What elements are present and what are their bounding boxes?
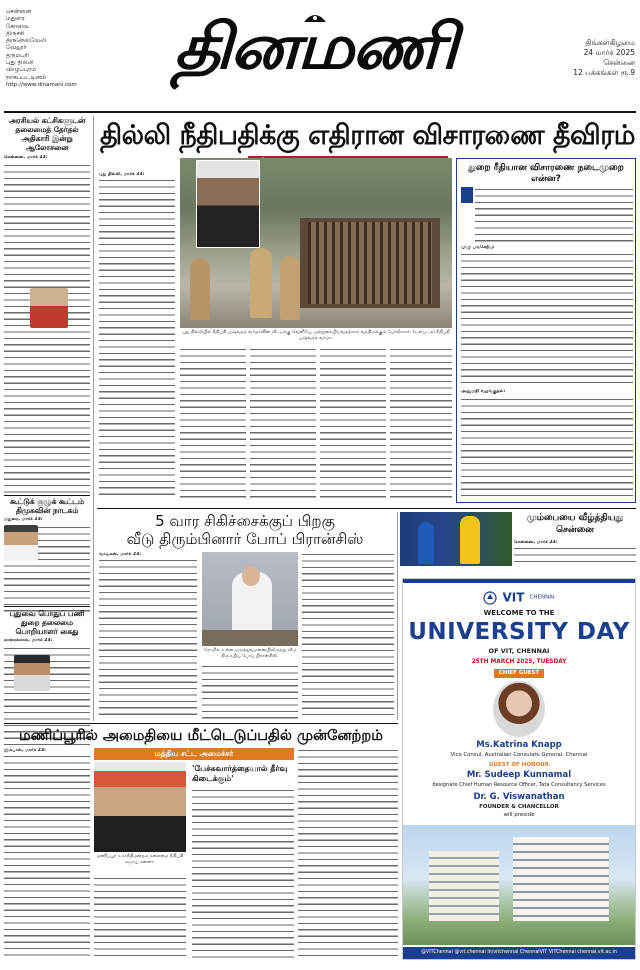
logo-text: தினமணி <box>174 10 456 83</box>
left-column-rule <box>93 116 94 721</box>
left-story-1-headline: அரசியல் கட்சிகளுடன் தலைமைத் தேர்தல் அதிகாரி இன்று ஆலோசனை <box>8 116 86 152</box>
date-block <box>555 38 635 78</box>
registration-marks-right <box>330 962 370 970</box>
gate-bars <box>308 222 432 304</box>
lead-body-col-4 <box>320 347 386 502</box>
city-3: கோவை <box>6 22 29 30</box>
police-figure-3 <box>190 258 210 320</box>
issue-date: 24 மார்ச் 2025 <box>583 48 635 57</box>
left-story-3 <box>4 609 90 746</box>
website-url[interactable]: http://www.dinamani.com <box>6 81 77 88</box>
left-story-1-body <box>4 163 90 493</box>
cricket-headline: மும்பையை வீழ்த்தியது சென்னை <box>526 513 624 535</box>
manipur-body-col-1 <box>4 748 90 958</box>
manipur-dateline: இம்பால், மார்ச் 23: <box>4 748 47 753</box>
official-portrait <box>30 288 68 328</box>
manipur-top-rule <box>4 723 398 724</box>
chief-guest-name: Ms.Katrina Knapp <box>476 740 562 750</box>
law-minister-box <box>94 748 294 960</box>
pope-headline-1: 5 வார சிகிச்சைக்குப் பிறகு <box>155 512 335 530</box>
city-10: நாகப்பட்டினம் <box>6 73 46 81</box>
minister-body-below <box>94 876 186 960</box>
pope-photo <box>202 552 298 646</box>
city-7: தருமபுரி <box>6 51 30 59</box>
ad-org: OF VIT, CHENNAI <box>488 647 550 655</box>
analysis-subhead-1: முழு பங்கேற்பு: <box>461 245 495 250</box>
balcony-rail <box>202 630 298 646</box>
ad-welcome: WELCOME TO THE <box>483 609 555 617</box>
left-story-1 <box>4 116 90 493</box>
founder-name: Dr. G. Viswanathan <box>473 792 565 802</box>
pope-photo-caption: ரோமில் உள்ள மருத்துவமனையிலிருந்து வீடு திரும்பிய போப் பிரான்சிஸ். <box>203 648 297 659</box>
honour-label: GUEST OF HONOUR <box>489 762 549 768</box>
vit-brand-sub: CHENNAI <box>529 594 555 601</box>
campus-photo <box>403 825 635 945</box>
pope-body-col-3 <box>302 552 394 720</box>
left-story-2-dateline: மதுரை, மார்ச் 23: <box>4 517 43 522</box>
lead-photo <box>180 158 452 328</box>
vit-brand: VIT <box>502 590 525 605</box>
honour-name: Mr. Sudeep Kunnamal <box>466 770 572 780</box>
ad-footer[interactable]: @VITChennai @vit.chennai in/vitchennai ChennaiVIT VITChennai chennai.vit.ac.in <box>403 947 635 959</box>
analysis-body-top <box>475 187 633 242</box>
ad-title: UNIVERSITY DAY <box>408 619 630 645</box>
pope-body-col-1 <box>99 552 197 720</box>
chief-guest-photo <box>493 681 545 737</box>
lead-dateline: புது தில்லி, மார்ச் 23: <box>99 172 145 177</box>
batsman-figure <box>460 516 480 564</box>
analysis-box <box>456 158 636 503</box>
city-1: சென்னை <box>6 8 32 15</box>
city-6: வேலூர் <box>6 44 27 52</box>
lead-body-lines-1 <box>99 178 175 498</box>
bowler-figure <box>418 522 434 564</box>
left-story-3-dateline: காரைக்கால், மார்ச் 23: <box>4 638 53 643</box>
lead-photo-caption: புது தில்லியில் நீதிபதி யஷ்வந்த் வர்மாவின் வீட்டுக்கு வெளியே முற்றுகையிடுவதற்காக வந்திருக்கும் போலீஸார். (உள்படம்) நீதிபதி யஷ்வந்த் வர்மா. <box>182 330 450 341</box>
city-2: மதுரை <box>6 15 25 23</box>
analysis-dropcap <box>461 187 473 203</box>
manipur-body-col-2 <box>298 748 398 958</box>
engineer-portrait <box>14 655 50 691</box>
left-story-2 <box>4 497 90 613</box>
analysis-body-mid <box>461 252 633 387</box>
city-5: திருநெல்வேலி <box>6 37 47 45</box>
vit-logo <box>403 587 635 606</box>
city-8: புது தில்லி <box>6 59 34 67</box>
minister-photo <box>94 762 186 852</box>
left-story-3-headline: புதுவை பொதுப் பணி துறை தலைமை பொறியாளர் கைது <box>9 609 85 636</box>
pages-price: 12 பக்கங்கள் ரூ.9 <box>573 68 635 77</box>
campus-building-2 <box>513 837 609 921</box>
honour-role: designate Chief Human Resource Officer, Tata Consultancy Services <box>432 782 606 788</box>
cricket-body <box>514 540 636 566</box>
issue-day: திங்கள்கிழமை <box>585 38 635 47</box>
masthead-rule <box>4 111 636 113</box>
cricket-body-lines <box>514 546 636 566</box>
police-figure-2 <box>280 256 300 320</box>
judge-inset-photo <box>196 160 260 248</box>
lead-headline: தில்லி நீதிபதிக்கு எதிரான விசாரணை தீவிரம் <box>100 120 635 151</box>
left-divider-1 <box>4 495 90 496</box>
manipur-headline: மணிப்பூரில் அமைதியை மீட்டெடுப்பதில் முன்னேற்றம் <box>19 728 383 744</box>
pope-body-col-2 <box>202 664 298 720</box>
vit-seal-icon <box>483 591 497 605</box>
pope-column-rule <box>397 512 398 720</box>
pope-face <box>242 566 260 586</box>
masthead-cities <box>6 8 76 89</box>
lead-bottom-rule <box>97 508 636 509</box>
left-divider-2 <box>4 606 90 607</box>
minister-quote-body <box>192 788 294 960</box>
pope-body-lines-1 <box>99 558 197 718</box>
chief-guest-label: CHIEF GUEST <box>494 669 544 678</box>
police-figure-1 <box>250 248 272 318</box>
ad-top-bar <box>403 579 635 583</box>
city-9: விழுப்புரம் <box>6 66 37 74</box>
politician-portrait <box>4 525 38 561</box>
cricket-photo <box>400 512 512 566</box>
law-minister-label: மத்திய சட்ட அமைச்சர் <box>94 748 294 760</box>
vit-advertisement[interactable] <box>402 578 636 960</box>
minister-quote: 'பேச்சுவார்த்தையால் தீர்வு கிடைக்கும்' <box>192 764 288 783</box>
lead-body-col-3 <box>250 347 316 502</box>
lead-body-col-2 <box>180 347 246 502</box>
founder-role: FOUNDER & CHANCELLOR <box>479 804 559 810</box>
preside-text: will preside <box>503 812 535 818</box>
registration-marks-left <box>90 962 130 970</box>
cricket-dateline: சென்னை, மார்ச் 23: <box>514 540 558 545</box>
pope-dateline: வாடிகன், மார்ச் 23: <box>99 552 142 557</box>
pope-headline-2: வீடு திரும்பினார் போப் பிரான்சிஸ் <box>126 530 364 548</box>
campus-building-1 <box>429 851 499 921</box>
lead-body-col-1 <box>99 172 175 502</box>
city-4: திருச்சி <box>6 29 25 37</box>
analysis-body-bottom <box>461 397 633 499</box>
left-story-1-dateline: சென்னை, மார்ச் 23: <box>4 155 48 160</box>
masthead-logo <box>130 12 500 92</box>
chief-guest-role: Vice Consul, Australian Consulate General, Chennai <box>450 752 588 758</box>
analysis-subhead-2: அனுமதி வழங்குதல்: <box>461 389 506 394</box>
ad-date: 25TH MARCH 2025, TUESDAY <box>471 659 567 665</box>
analysis-headline: துறை ரீதியான விசாரணை நடைமுறை என்ன? <box>468 163 624 184</box>
issue-city: சென்னை <box>603 58 635 67</box>
manipur-body-lines-1 <box>4 754 90 956</box>
lead-body-col-5 <box>390 347 452 502</box>
left-story-2-headline: கூட்டுக் குழுக் கூட்டம் திமுகவின் நாடகம் <box>9 497 85 515</box>
minister-photo-caption: மணிப்பூர் உச்சநீதிமன்றம் தலைமை நீதிபதி சஞ்சய் கன்னா. <box>96 854 184 865</box>
